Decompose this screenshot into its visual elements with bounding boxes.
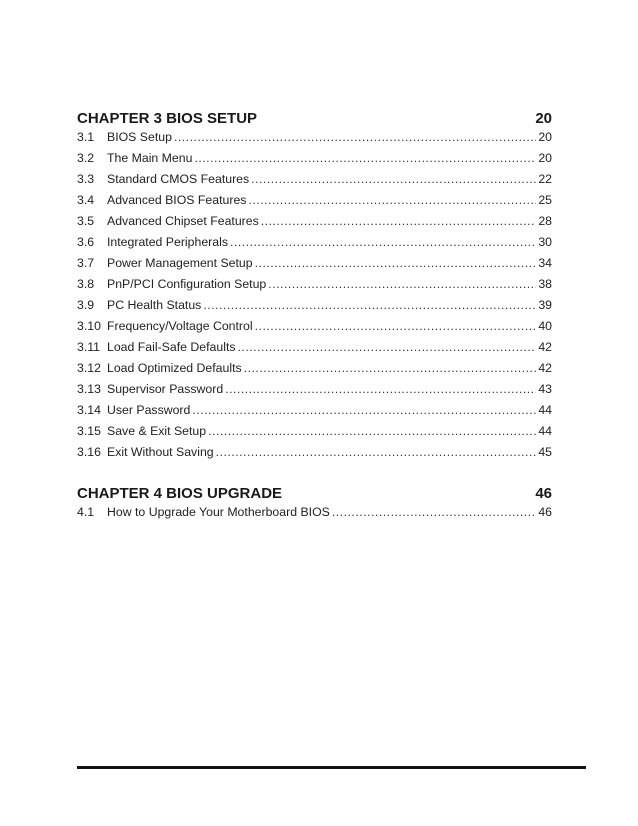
toc-entry-page: 46 — [538, 505, 552, 519]
toc-entry-page: 28 — [538, 214, 552, 228]
toc-entry[interactable] — [77, 214, 552, 235]
dot-leader — [255, 256, 537, 270]
toc-entry[interactable] — [77, 193, 552, 214]
toc-entry-page: 44 — [538, 424, 552, 438]
dot-leader — [194, 151, 536, 165]
toc-entry-number: 3.8 — [77, 277, 95, 291]
toc-entry-title: Advanced Chipset Features — [107, 214, 259, 228]
dot-leader — [216, 445, 537, 459]
toc-entry-title: Frequency/Voltage Control — [107, 319, 253, 333]
toc-entry[interactable] — [77, 445, 552, 466]
toc-entry-page: 20 — [538, 130, 552, 144]
toc-entry-number: 3.5 — [77, 214, 95, 228]
toc-entry-title: The Main Menu — [107, 151, 193, 165]
toc-entry-number: 3.12 — [77, 361, 101, 375]
toc-entry-number: 3.4 — [77, 193, 95, 207]
toc-entry-number: 3.1 — [77, 130, 95, 144]
chapter-title: CHAPTER 4 BIOS UPGRADE — [77, 485, 283, 502]
chapter-4-heading[interactable] — [77, 485, 552, 502]
toc-entry[interactable] — [77, 130, 552, 151]
toc-entry-number: 3.6 — [77, 235, 95, 249]
toc-entry-number: 4.1 — [77, 505, 95, 519]
toc-entry-number: 3.2 — [77, 151, 95, 165]
dot-leader — [230, 235, 536, 249]
dot-leader — [251, 172, 536, 186]
toc-entry-number: 3.3 — [77, 172, 95, 186]
toc-entry-number: 3.14 — [77, 403, 101, 417]
dot-leader — [332, 505, 536, 519]
dot-leader — [238, 340, 537, 354]
toc-entry-title: Power Management Setup — [107, 256, 253, 270]
dot-leader — [261, 214, 537, 228]
toc-entry-number: 3.16 — [77, 445, 101, 459]
chapter-3-heading[interactable] — [77, 110, 552, 127]
toc-entry-page: 20 — [538, 151, 552, 165]
footer-rule — [77, 766, 586, 769]
toc-entry[interactable] — [77, 151, 552, 172]
dot-leader — [248, 193, 536, 207]
toc-entry-title: Load Optimized Defaults — [107, 361, 242, 375]
toc-entry-title: Exit Without Saving — [107, 445, 214, 459]
dot-leader — [244, 361, 537, 375]
toc-entry-page: 22 — [538, 172, 552, 186]
chapter-3-entries — [77, 130, 552, 466]
toc-entry[interactable] — [77, 505, 552, 526]
toc-entry-title: Load Fail-Safe Defaults — [107, 340, 236, 354]
toc-entry[interactable] — [77, 172, 552, 193]
toc-entry-page: 45 — [538, 445, 552, 459]
toc-entry[interactable] — [77, 235, 552, 256]
toc-entry-number: 3.11 — [77, 340, 101, 354]
toc-entry-number: 3.9 — [77, 298, 95, 312]
toc-entry-page: 25 — [538, 193, 552, 207]
toc-entry-number: 3.13 — [77, 382, 101, 396]
toc-entry-number: 3.10 — [77, 319, 101, 333]
dot-leader — [268, 277, 536, 291]
toc-entry-title: Integrated Peripherals — [107, 235, 228, 249]
toc-entry-page: 42 — [538, 340, 552, 354]
toc-entry-page: 38 — [538, 277, 552, 291]
chapter-4-entries — [77, 505, 552, 526]
toc-entry[interactable] — [77, 298, 552, 319]
toc-entry-title: Save & Exit Setup — [107, 424, 207, 438]
dot-leader — [208, 424, 536, 438]
toc-entry[interactable] — [77, 403, 552, 424]
toc-entry-number: 3.7 — [77, 256, 95, 270]
toc-entry-title: PnP/PCI Configuration Setup — [107, 277, 267, 291]
dot-leader — [174, 130, 536, 144]
toc-entry-title: How to Upgrade Your Motherboard BIOS — [107, 505, 330, 519]
toc-entry-page: 39 — [538, 298, 552, 312]
toc-entry[interactable] — [77, 319, 552, 340]
dot-leader — [225, 382, 536, 396]
toc-entry-page: 44 — [538, 403, 552, 417]
toc-entry-title: PC Health Status — [107, 298, 202, 312]
toc-entry[interactable] — [77, 277, 552, 298]
toc-entry[interactable] — [77, 382, 552, 403]
toc-entry-page: 30 — [538, 235, 552, 249]
chapter-page-number: 20 — [535, 110, 552, 127]
dot-leader — [255, 319, 537, 333]
toc-entry-page: 43 — [538, 382, 552, 396]
toc-entry[interactable] — [77, 256, 552, 277]
toc-entry-page: 42 — [538, 361, 552, 375]
toc-entry[interactable] — [77, 340, 552, 361]
dot-leader — [192, 403, 536, 417]
toc-entry-title: BIOS Setup — [107, 130, 172, 144]
dot-leader — [203, 298, 536, 312]
chapter-title: CHAPTER 3 BIOS SETUP — [77, 110, 258, 127]
toc-entry-title: Standard CMOS Features — [107, 172, 250, 186]
toc-entry-title: User Password — [107, 403, 191, 417]
toc-entry-title: Advanced BIOS Features — [107, 193, 247, 207]
toc-entry-number: 3.15 — [77, 424, 101, 438]
toc-entry[interactable] — [77, 424, 552, 445]
toc-entry-page: 40 — [538, 319, 552, 333]
toc-entry[interactable] — [77, 361, 552, 382]
toc-entry-title: Supervisor Password — [107, 382, 224, 396]
chapter-page-number: 46 — [535, 485, 552, 502]
toc-entry-page: 34 — [538, 256, 552, 270]
